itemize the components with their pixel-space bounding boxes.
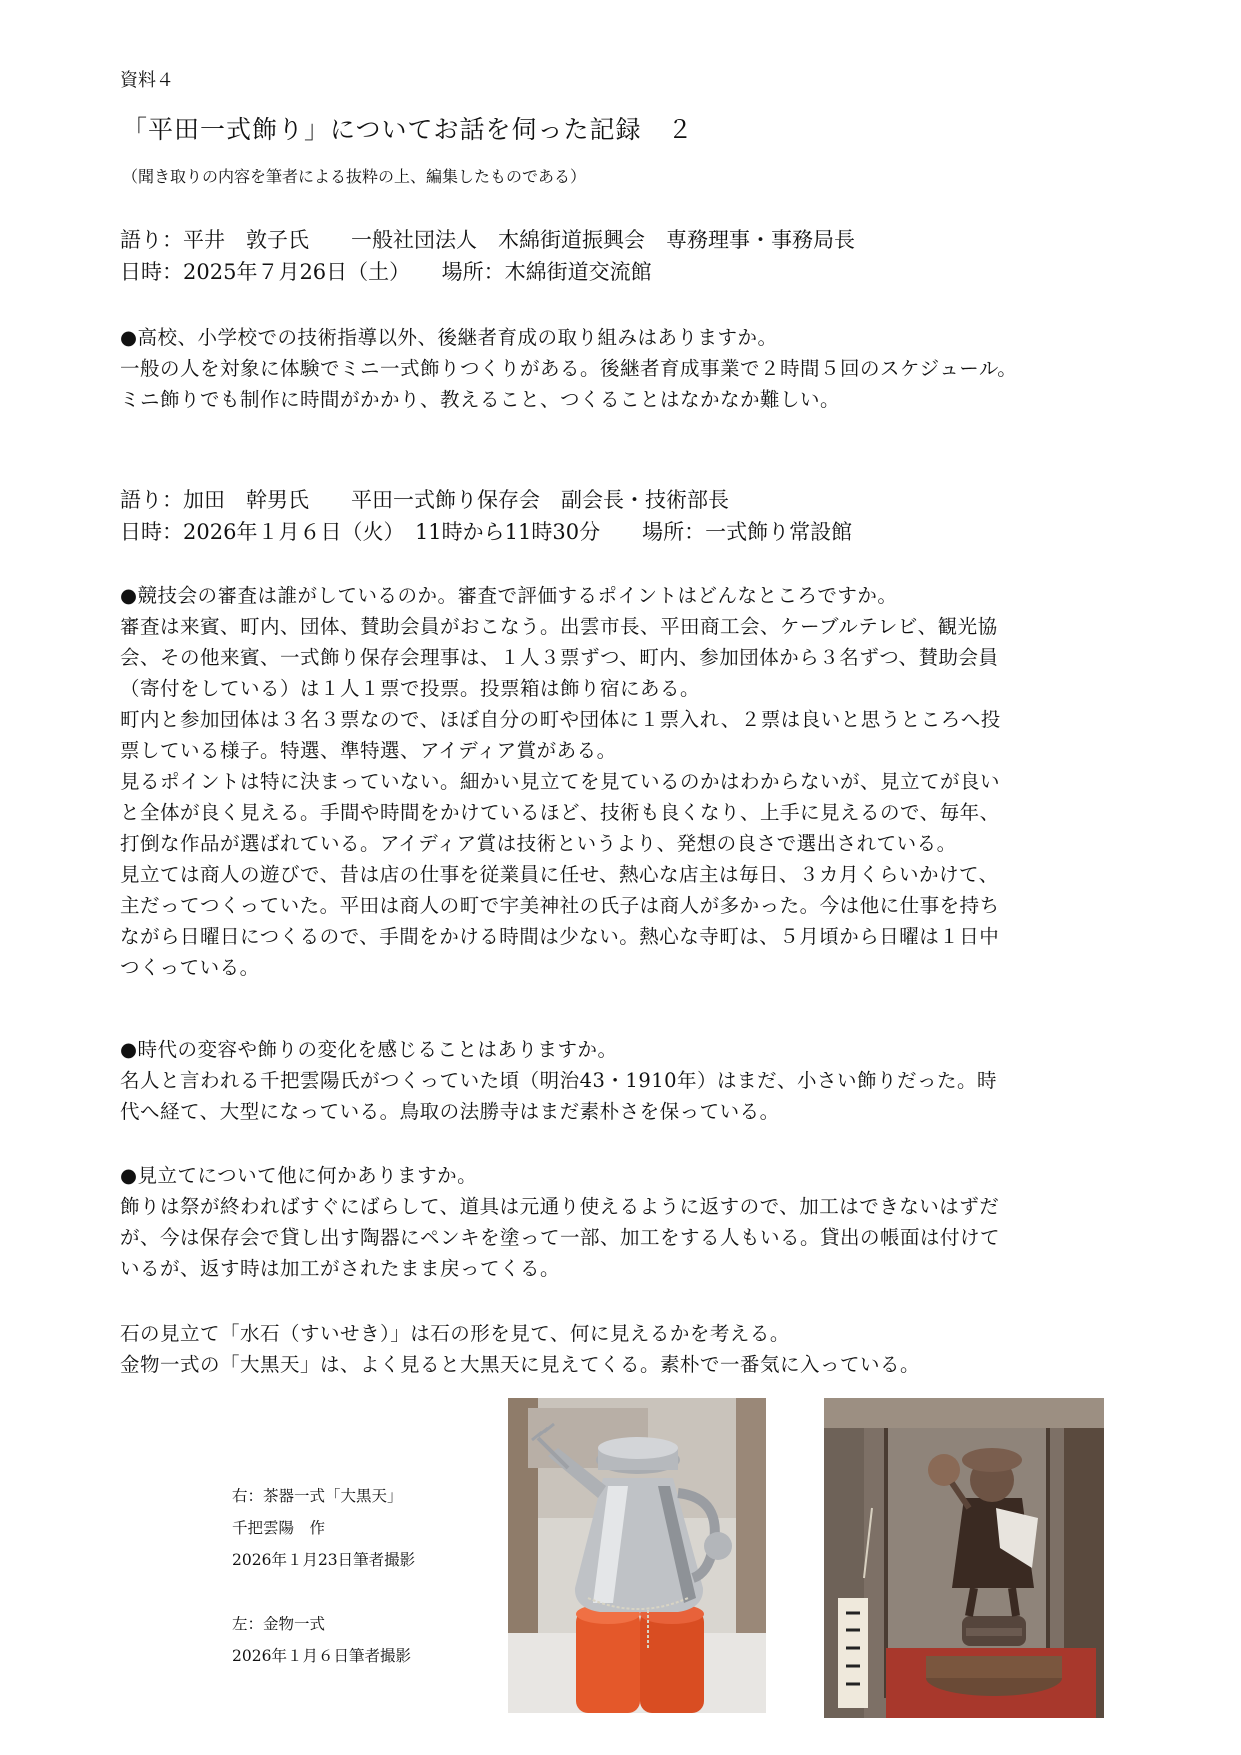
datetime-2: 日時：2026年１月６日（火） 11時から11時30分 場所：一式飾り常設館 <box>120 520 853 544</box>
question: ●時代の変容や飾りの変化を感じることはありますか。 <box>120 1038 618 1061</box>
photo-caption <box>232 1480 415 1672</box>
answer-line: 見るポイントは特に決まっていない。細かい見立てを見ているのかはわからないが、見立てが良い <box>120 770 1001 793</box>
answer-line: 審査は来賓、町内、団体、賛助会員がおこなう。出雲市長、平田商工会、ケーブルテレビ、観光協 <box>120 615 998 638</box>
answer-line: いるが、返す時は加工がされたまま戻ってくる。 <box>120 1257 561 1280</box>
answer-line: 金物一式の「大黒天」は、よく見ると大黒天に見えてくる。素朴で一番気に入っている。 <box>120 1353 921 1376</box>
question-block-1 <box>120 322 1130 415</box>
answer-line: 飾りは祭が終わればすぐにばらして、道具は元通り使えるように返すので、加工はできないはずだ <box>120 1195 1000 1218</box>
answer-line: 名人と言われる千把雲陽氏がつくっていた頃（明治43・1910年）はまだ、小さい飾りだった。時 <box>120 1069 998 1092</box>
caption-right-author: 千把雲陽 作 <box>232 1519 326 1537</box>
answer-line: 会、その他来賓、一式飾り保存会理事は、１人３票ずつ、町内、参加団体から３名ずつ、賛助会員 <box>120 646 999 669</box>
question-block-2 <box>120 580 1130 983</box>
answer-line: つくっている。 <box>120 956 260 979</box>
answer-line: ミニ飾りでも制作に時間がかかり、教えること、つくることはなかなか難しい。 <box>120 388 841 411</box>
answer-line: 石の見立て「水石（すいせき）」は石の形を見て、何に見えるかを考える。 <box>120 1322 790 1345</box>
answer-line: 町内と参加団体は３名３票なので、ほぼ自分の町や団体に１票入れ、２票は良いと思うところへ投 <box>120 708 1001 731</box>
answer-line: 代へ経て、大型になっている。鳥取の法勝寺はまだ素朴さを保っている。 <box>120 1100 780 1123</box>
caption-right-date: 2026年１月23日筆者撮影 <box>232 1551 416 1569</box>
closing-block <box>120 1318 1130 1380</box>
document-id: 資料４ <box>120 70 174 91</box>
answer-line: 打倒な作品が選ばれている。アイディア賞は技術というより、発想の良さで選出されている。 <box>120 832 957 855</box>
page-title: 「平田一式飾り」についてお話を伺った記録 ２ <box>122 115 694 144</box>
question: ●高校、小学校での技術指導以外、後継者育成の取り組みはありますか。 <box>120 326 778 349</box>
answer-line: 票している様子。特選、準特選、アイディア賞がある。 <box>120 739 617 762</box>
answer-line: 見立ては商人の遊びで、昔は店の仕事を従業員に任せ、熱心な店主は毎日、３カ月くらいかけて、 <box>120 863 999 886</box>
answer-line: （寄付をしている）は１人１票で投票。投票箱は飾り宿にある。 <box>120 677 701 700</box>
figure-photo-svg <box>824 1398 1104 1718</box>
speaker-1: 語り：平井 敦子氏 一般社団法人 木綿街道振興会 専務理事・事務局長 <box>120 228 855 252</box>
speaker-2: 語り：加田 幹男氏 平田一式飾り保存会 副会長・技術部長 <box>120 488 729 512</box>
caption-right-title: 右：茶器一式「大黒天」 <box>232 1487 403 1505</box>
answer-line: と全体が良く見える。手間や時間をかけているほど、技術も良くなり、上手に見えるので、毎年、 <box>120 801 1000 824</box>
question-block-3 <box>120 1034 1130 1127</box>
answer-line: ながら日曜日につくるので、手間をかける時間は少ない。熱心な寺町は、５月頃から日曜は１日中 <box>120 925 1000 948</box>
page-subtitle: （聞き取りの内容を筆者による抜粋の上、編集したものである） <box>122 167 587 186</box>
question: ●見立てについて他に何かありますか。 <box>120 1164 478 1187</box>
answer-line: が、今は保存会で貸し出す陶器にペンキを塗って一部、加工をする人もいる。貸出の帳面は付けて <box>120 1226 1001 1249</box>
question-block-4 <box>120 1160 1130 1284</box>
datetime-1: 日時：2025年７月26日（土） 場所：木綿街道交流館 <box>120 260 652 284</box>
kettle-photo-svg <box>508 1398 766 1713</box>
answer-line: 一般の人を対象に体験でミニ一式飾りつくりがある。後継者育成事業で２時間５回のスケジュール。 <box>120 357 1018 380</box>
daikokuten-figure-photo <box>824 1398 1104 1718</box>
caption-left-title: 左：金物一式 <box>232 1615 326 1633</box>
question: ●競技会の審査は誰がしているのか。審査で評価するポイントはどんなところですか。 <box>120 584 898 607</box>
caption-left-date: 2026年１月６日筆者撮影 <box>232 1647 411 1665</box>
answer-line: 主だってつくっていた。平田は商人の町で宇美神社の氏子は商人が多かった。今は他に仕事を持ち <box>120 894 1000 917</box>
kettle-daikokuten-photo <box>508 1398 766 1713</box>
